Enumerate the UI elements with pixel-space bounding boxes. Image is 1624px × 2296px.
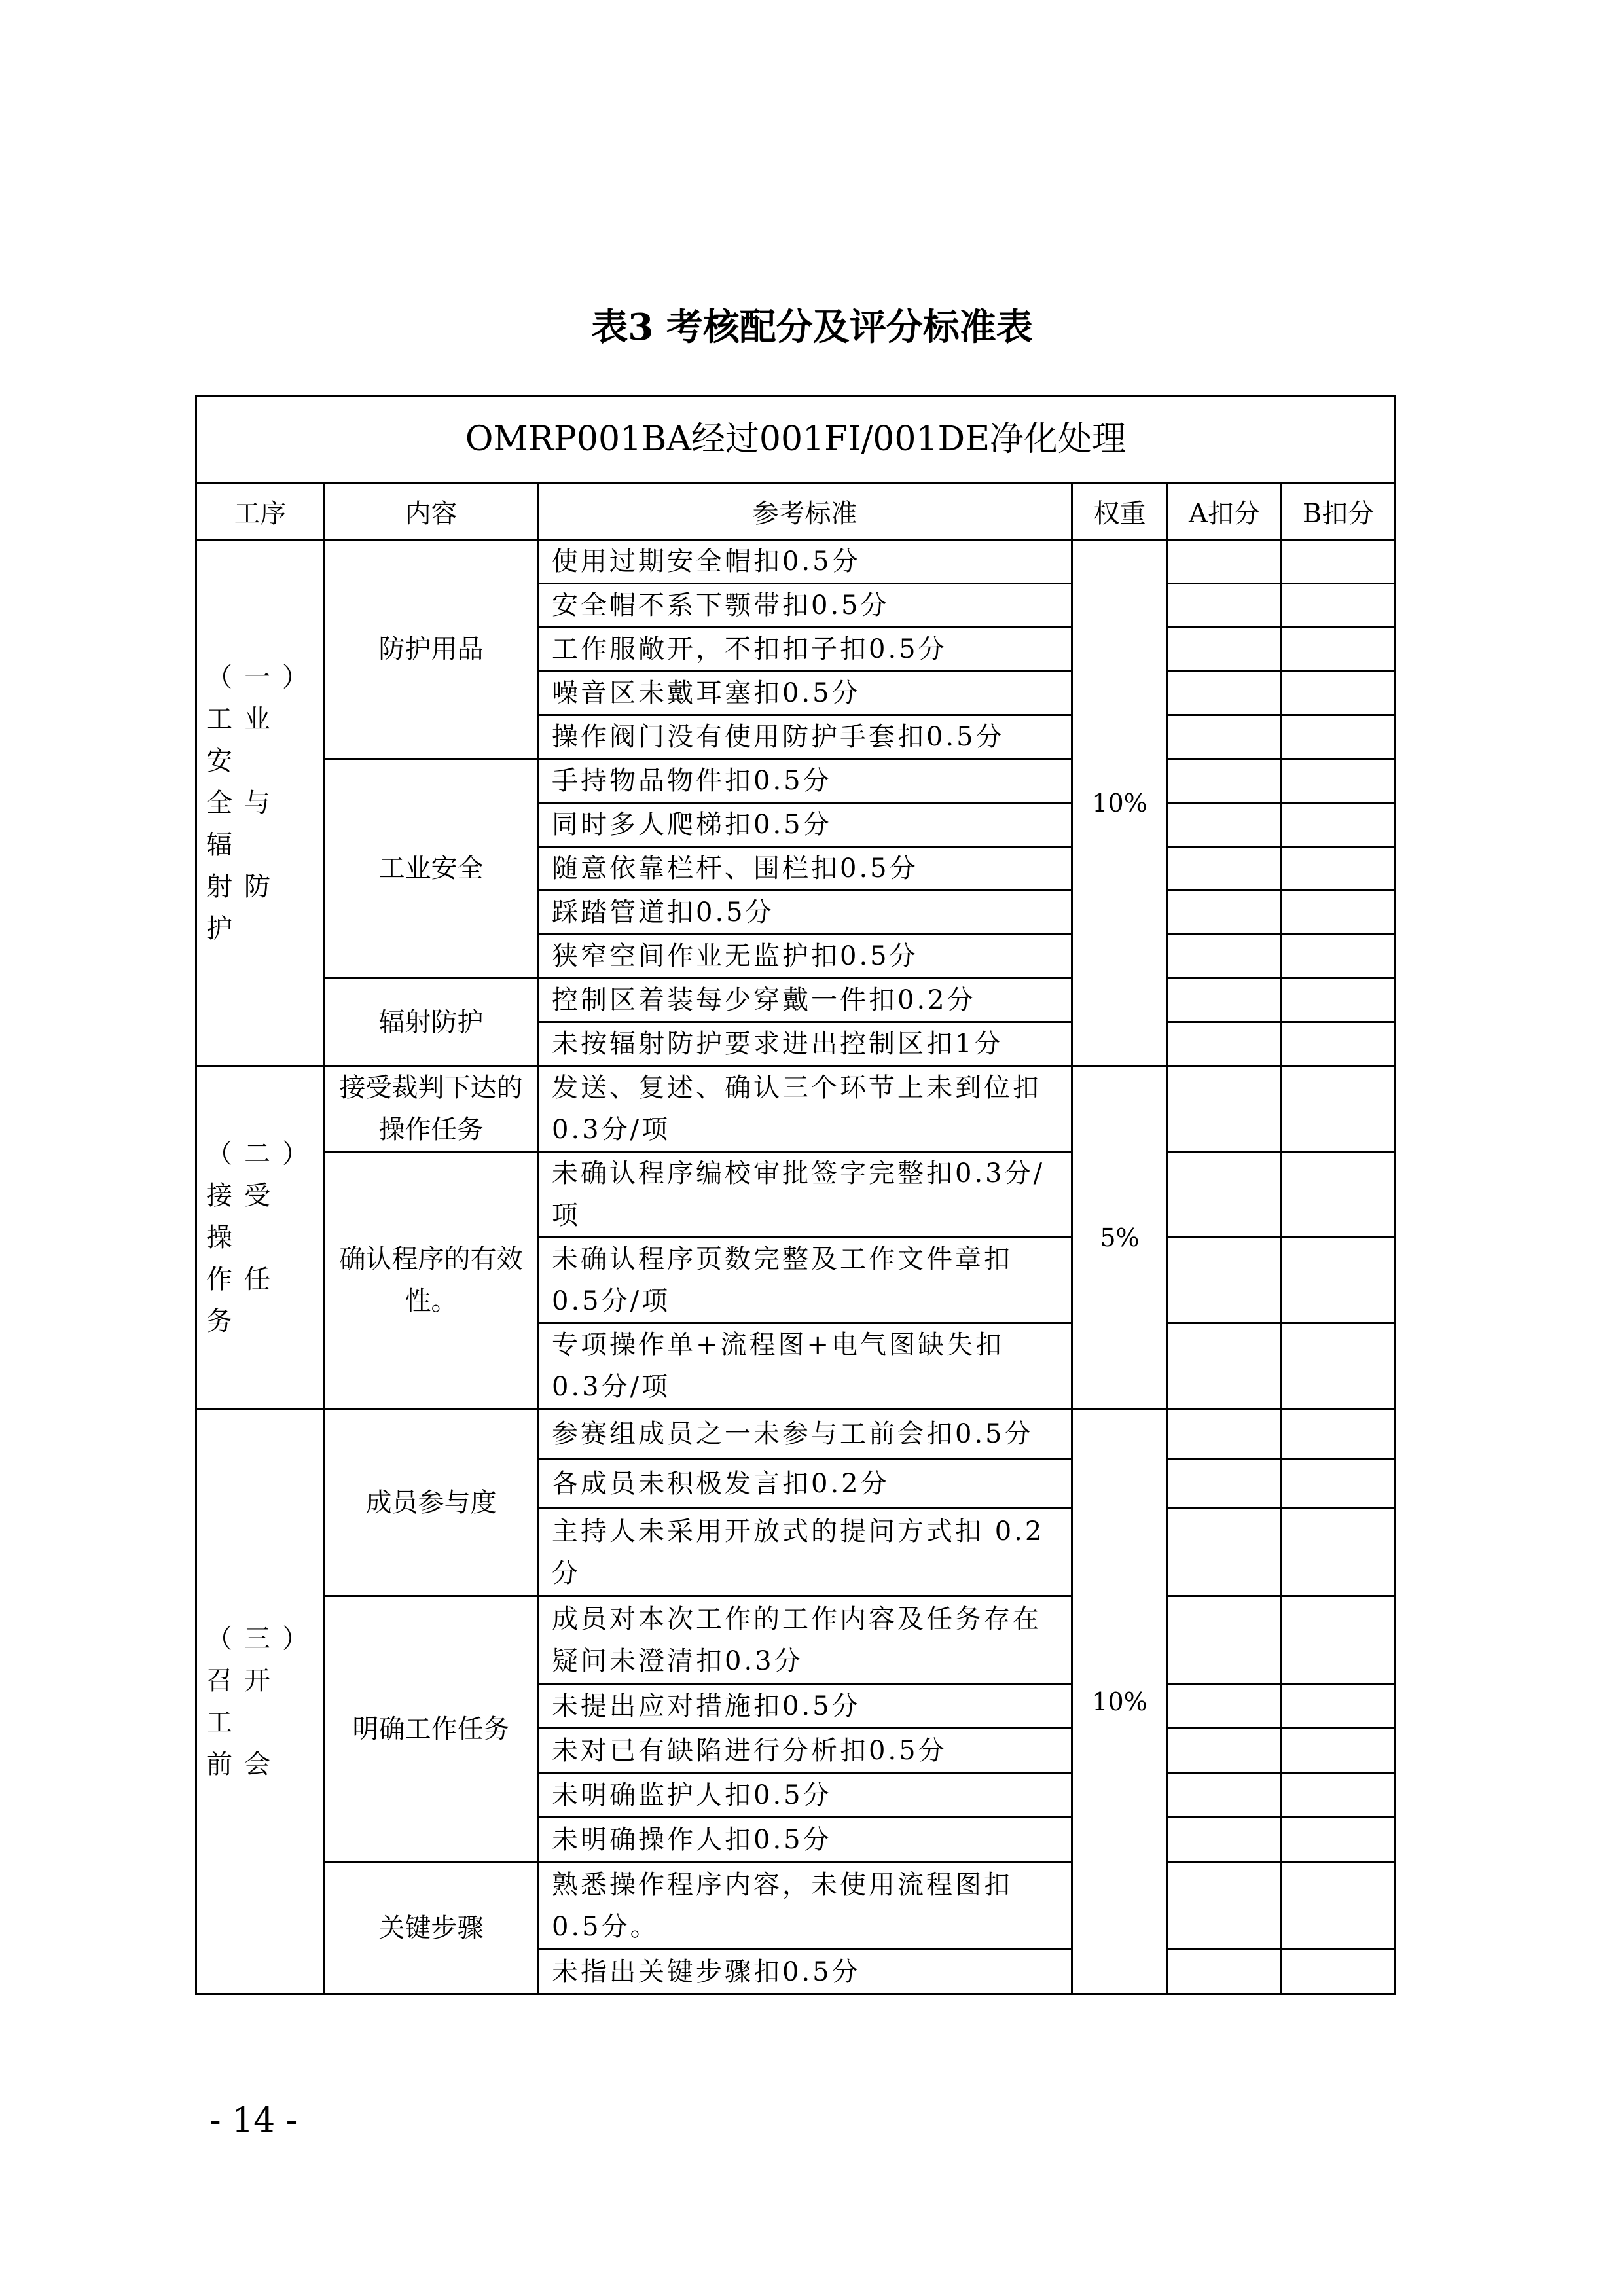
b-deduction-cell[interactable] [1282, 715, 1396, 759]
a-deduction-cell[interactable] [1168, 1773, 1282, 1818]
header-process: 工序 [196, 483, 325, 540]
criteria-cell: 未明确监护人扣0.5分 [538, 1773, 1072, 1818]
process-line: 前会 [206, 1749, 282, 1780]
table-row [196, 978, 1396, 1022]
table-row [196, 1066, 1396, 1152]
b-deduction-cell[interactable] [1282, 1152, 1396, 1238]
criteria-cell: 手持物品物件扣0.5分 [538, 759, 1072, 803]
table-title: OMRP001BA经过001FI/001DE净化处理 [196, 396, 1396, 483]
scoring-table [195, 395, 1396, 1995]
criteria-cell: 发送、复述、确认三个环节上未到位扣0.3分/项 [538, 1066, 1072, 1152]
b-deduction-cell[interactable] [1282, 584, 1396, 628]
process-cell [196, 1066, 325, 1409]
process-line: 作任务 [206, 1264, 282, 1336]
process-cell [196, 540, 325, 1066]
table-row [196, 1409, 1396, 1459]
criteria-cell: 控制区着装每少穿戴一件扣0.2分 [538, 978, 1072, 1022]
criteria-cell: 未按辐射防护要求进出控制区扣1分 [538, 1022, 1072, 1066]
criteria-cell: 未确认程序页数完整及工作文件章扣0.5分/项 [538, 1238, 1072, 1323]
criteria-cell: 踩踏管道扣0.5分 [538, 891, 1072, 935]
criteria-cell: 随意依靠栏杆、围栏扣0.5分 [538, 847, 1072, 891]
b-deduction-cell[interactable] [1282, 1862, 1396, 1950]
a-deduction-cell[interactable] [1168, 540, 1282, 584]
criteria-cell: 主持人未采用开放式的提问方式扣 0.2分 [538, 1509, 1072, 1596]
a-deduction-cell[interactable] [1168, 1459, 1282, 1509]
header-b-deduction: B扣分 [1282, 483, 1396, 540]
process-line: 工业安 [206, 704, 282, 776]
b-deduction-cell[interactable] [1282, 935, 1396, 978]
a-deduction-cell[interactable] [1168, 1818, 1282, 1862]
a-deduction-cell[interactable] [1168, 759, 1282, 803]
page-title: 表3 考核配分及评分标准表 [591, 306, 1033, 349]
process-line: 全与辐 [206, 787, 282, 860]
b-deduction-cell[interactable] [1282, 891, 1396, 935]
weight-cell: 10% [1072, 540, 1168, 1066]
criteria-cell: 各成员未积极发言扣0.2分 [538, 1459, 1072, 1509]
b-deduction-cell[interactable] [1282, 1684, 1396, 1729]
a-deduction-cell[interactable] [1168, 715, 1282, 759]
b-deduction-cell[interactable] [1282, 672, 1396, 715]
table-row [196, 1862, 1396, 1950]
b-deduction-cell[interactable] [1282, 540, 1396, 584]
criteria-cell: 未对已有缺陷进行分析扣0.5分 [538, 1729, 1072, 1773]
b-deduction-cell[interactable] [1282, 1509, 1396, 1596]
criteria-cell: 安全帽不系下颚带扣0.5分 [538, 584, 1072, 628]
criteria-cell: 未提出应对措施扣0.5分 [538, 1684, 1072, 1729]
content-cell: 确认程序的有效性。 [325, 1152, 538, 1409]
a-deduction-cell[interactable] [1168, 1022, 1282, 1066]
a-deduction-cell[interactable] [1168, 672, 1282, 715]
process-line: 射防护 [206, 871, 282, 944]
content-cell: 关键步骤 [325, 1862, 538, 1994]
b-deduction-cell[interactable] [1282, 1323, 1396, 1409]
weight-cell: 10% [1072, 1409, 1168, 1994]
a-deduction-cell[interactable] [1168, 1152, 1282, 1238]
table-row [196, 1596, 1396, 1684]
a-deduction-cell[interactable] [1168, 891, 1282, 935]
criteria-cell: 未指出关键步骤扣0.5分 [538, 1950, 1072, 1994]
b-deduction-cell[interactable] [1282, 1773, 1396, 1818]
content-cell: 明确工作任务 [325, 1596, 538, 1862]
criteria-cell: 狭窄空间作业无监护扣0.5分 [538, 935, 1072, 978]
header-weight: 权重 [1072, 483, 1168, 540]
a-deduction-cell[interactable] [1168, 1238, 1282, 1323]
header-a-deduction: A扣分 [1168, 483, 1282, 540]
process-line: （三） [206, 1623, 320, 1654]
b-deduction-cell[interactable] [1282, 803, 1396, 847]
criteria-cell: 专项操作单+流程图+电气图缺失扣 0.3分/项 [538, 1323, 1072, 1409]
a-deduction-cell[interactable] [1168, 1409, 1282, 1459]
table-row [196, 1152, 1396, 1238]
criteria-cell: 未明确操作人扣0.5分 [538, 1818, 1072, 1862]
page-number: - 14 - [209, 2101, 298, 2140]
a-deduction-cell[interactable] [1168, 1684, 1282, 1729]
a-deduction-cell[interactable] [1168, 978, 1282, 1022]
process-line: （二） [206, 1138, 320, 1169]
b-deduction-cell[interactable] [1282, 1596, 1396, 1684]
b-deduction-cell[interactable] [1282, 1022, 1396, 1066]
criteria-cell: 未确认程序编校审批签字完整扣0.3分/项 [538, 1152, 1072, 1238]
a-deduction-cell[interactable] [1168, 1596, 1282, 1684]
criteria-cell: 操作阀门没有使用防护手套扣0.5分 [538, 715, 1072, 759]
a-deduction-cell[interactable] [1168, 1323, 1282, 1409]
b-deduction-cell[interactable] [1282, 759, 1396, 803]
process-line: 召开工 [206, 1665, 282, 1738]
a-deduction-cell[interactable] [1168, 803, 1282, 847]
a-deduction-cell[interactable] [1168, 1066, 1282, 1152]
b-deduction-cell[interactable] [1282, 1729, 1396, 1773]
content-cell: 接受裁判下达的操作任务 [325, 1066, 538, 1152]
criteria-cell: 工作服敞开，不扣扣子扣0.5分 [538, 628, 1072, 672]
content-cell: 防护用品 [325, 540, 538, 759]
a-deduction-cell[interactable] [1168, 1950, 1282, 1994]
criteria-cell: 成员对本次工作的工作内容及任务存在疑问未澄清扣0.3分 [538, 1596, 1072, 1684]
criteria-cell: 同时多人爬梯扣0.5分 [538, 803, 1072, 847]
process-line: 接受操 [206, 1180, 282, 1253]
process-line: （一） [206, 662, 320, 692]
b-deduction-cell[interactable] [1282, 1818, 1396, 1862]
header-content: 内容 [325, 483, 538, 540]
weight-cell: 5% [1072, 1066, 1168, 1409]
content-cell: 工业安全 [325, 759, 538, 978]
a-deduction-cell[interactable] [1168, 1729, 1282, 1773]
b-deduction-cell[interactable] [1282, 628, 1396, 672]
table-row [196, 540, 1396, 584]
header-criteria: 参考标准 [538, 483, 1072, 540]
criteria-cell: 熟悉操作程序内容，未使用流程图扣0.5分。 [538, 1862, 1072, 1950]
b-deduction-cell[interactable] [1282, 1950, 1396, 1994]
process-cell [196, 1409, 325, 1994]
criteria-cell: 使用过期安全帽扣0.5分 [538, 540, 1072, 584]
b-deduction-cell[interactable] [1282, 1409, 1396, 1459]
criteria-cell: 参赛组成员之一未参与工前会扣0.5分 [538, 1409, 1072, 1459]
b-deduction-cell[interactable] [1282, 1238, 1396, 1323]
a-deduction-cell[interactable] [1168, 847, 1282, 891]
a-deduction-cell[interactable] [1168, 1862, 1282, 1950]
b-deduction-cell[interactable] [1282, 847, 1396, 891]
content-cell: 成员参与度 [325, 1409, 538, 1596]
criteria-cell: 噪音区未戴耳塞扣0.5分 [538, 672, 1072, 715]
a-deduction-cell[interactable] [1168, 935, 1282, 978]
content-cell: 辐射防护 [325, 978, 538, 1066]
table-row [196, 759, 1396, 803]
b-deduction-cell[interactable] [1282, 1459, 1396, 1509]
a-deduction-cell[interactable] [1168, 628, 1282, 672]
a-deduction-cell[interactable] [1168, 1509, 1282, 1596]
b-deduction-cell[interactable] [1282, 1066, 1396, 1152]
a-deduction-cell[interactable] [1168, 584, 1282, 628]
b-deduction-cell[interactable] [1282, 978, 1396, 1022]
